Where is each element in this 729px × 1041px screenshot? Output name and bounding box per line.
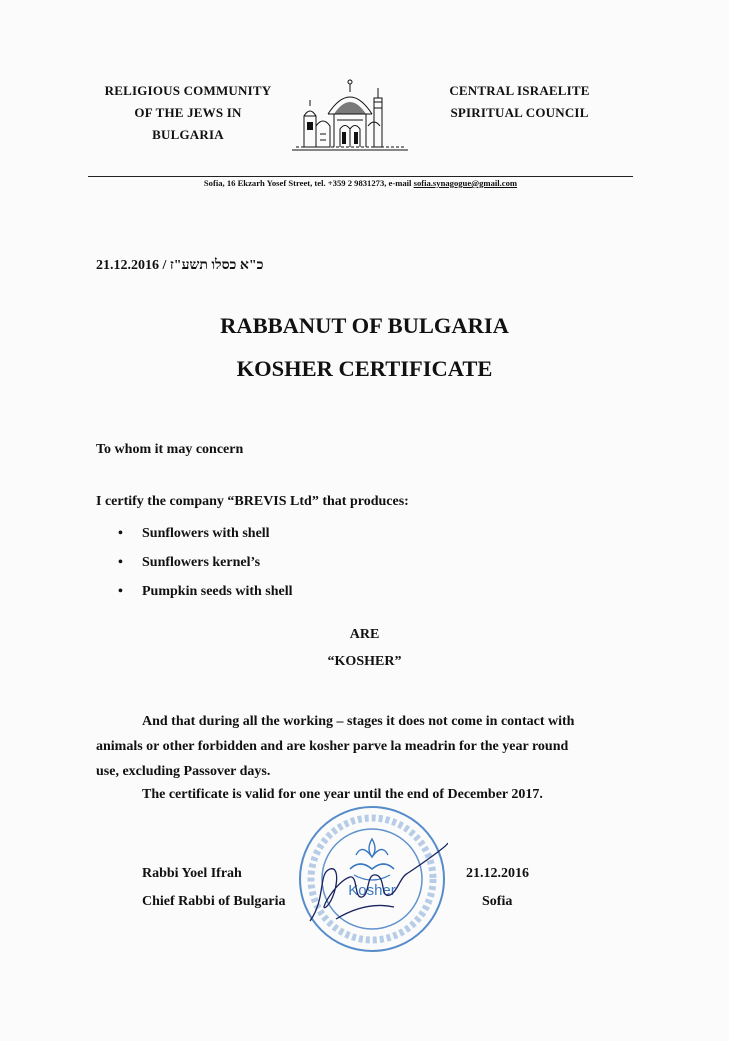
paragraph-line: [96, 709, 626, 734]
stamp-center-word: Kosher: [348, 882, 396, 899]
title-certificate: KOSHER CERTIFICATE: [236, 356, 493, 381]
salutation: To whom it may concern: [96, 442, 244, 457]
signature-date: 21.12.2016: [466, 866, 529, 881]
are-label: ARE: [349, 627, 380, 642]
paragraph-line-text: And that during all the working – stages it does not come in contact with: [142, 714, 575, 729]
header-left-organization: [88, 80, 288, 146]
signatory-title: Chief Rabbi of Bulgaria: [142, 894, 286, 909]
product-list: [118, 519, 293, 606]
header-left-line: RELIGIOUS COMMUNITY: [104, 83, 272, 98]
list-item: • Sunflowers kernel’s: [118, 548, 293, 577]
header-divider: [88, 176, 633, 177]
signature-city: Sofia: [482, 894, 513, 909]
issue-date-gregorian: 21.12.2016 /: [96, 258, 170, 273]
header-left-line: BULGARIA: [152, 127, 224, 142]
contact-line: [88, 178, 633, 188]
header-left-line: OF THE JEWS IN: [134, 105, 242, 120]
list-item: • Sunflowers with shell: [118, 519, 293, 548]
title-rabbanut: RABBANUT OF BULGARIA: [220, 313, 509, 338]
kosher-label: “KOSHER”: [327, 654, 402, 669]
signatory-name: Rabbi Yoel Ifrah: [142, 866, 242, 881]
header-right-organization: [432, 80, 607, 124]
issue-date-hebrew: כ"א כסלו תשע"ז: [169, 258, 264, 273]
header-right-line: SPIRITUAL COUNCIL: [450, 105, 589, 120]
synagogue-emblem-icon: [290, 74, 410, 154]
conditions-paragraph: [96, 709, 626, 784]
issue-date-line: [96, 258, 263, 274]
paragraph-line: animals or other forbidden and are kosher parve la meadrin for the year round: [96, 739, 569, 754]
certify-statement: I certify the company “BREVIS Ltd” that produces:: [96, 494, 409, 509]
list-item: • Pumpkin seeds with shell: [118, 577, 293, 606]
kosher-stamp-icon: [296, 803, 448, 955]
contact-email-link[interactable]: sofia.synagogue@gmail.com: [413, 178, 518, 188]
paragraph-line: use, excluding Passover days.: [96, 764, 271, 779]
validity-statement: The certificate is valid for one year until the end of December 2017.: [142, 787, 543, 802]
header-right-line: CENTRAL ISRAELITE: [449, 83, 590, 98]
contact-address: Sofia, 16 Ekzarh Yosef Street, tel. +359 2 9831273, e-mail: [203, 178, 414, 188]
